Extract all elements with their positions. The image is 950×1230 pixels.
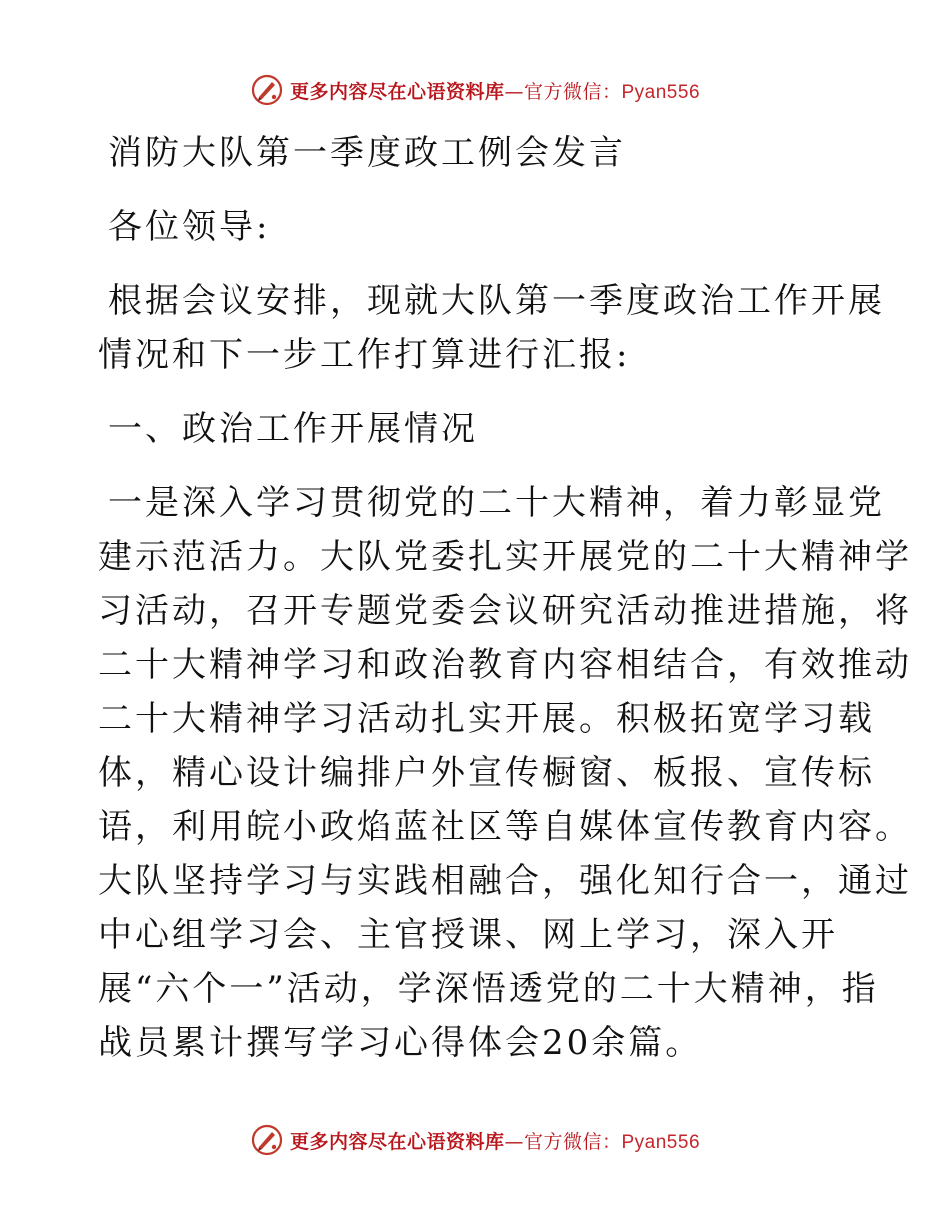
- paragraph-line: 战员累计撰写学习心得体会20余篇。: [98, 1023, 703, 1063]
- paragraph-line: 语，利用皖小政焰蓝社区等自媒体宣传教育内容。: [98, 807, 912, 847]
- paragraph-line: 二十大精神学习活动扎实开展。积极拓宽学习载: [98, 699, 875, 739]
- intro-line: 情况和下一步工作打算进行汇报:: [98, 335, 631, 375]
- paragraph-line: 二十大精神学习和政治教育内容相结合，有效推动: [98, 645, 912, 685]
- header-banner-dash: —: [504, 80, 524, 103]
- paragraph-line: 中心组学习会、主官授课、网上学习，深入开: [98, 915, 838, 955]
- greeting: 各位领导:: [108, 207, 271, 247]
- footer-banner-text: [290, 1127, 700, 1154]
- pen-logo-icon: [250, 1123, 284, 1157]
- header-banner-text: [290, 77, 700, 104]
- paragraph-line: 体，精心设计编排户外宣传橱窗、板报、宣传标: [98, 753, 875, 793]
- document-body: [98, 126, 912, 1070]
- footer-banner-wechat: 官方微信：: [523, 1130, 622, 1153]
- header-banner-main: 更多内容尽在心语资料库: [289, 80, 505, 103]
- pen-logo-icon: [250, 73, 284, 107]
- header-banner-wechat: 官方微信：: [523, 80, 622, 103]
- header-banner: [0, 70, 950, 110]
- footer-banner: [0, 1120, 950, 1160]
- paragraph-line: 大队坚持学习与实践相融合，强化知行合一，通过: [98, 861, 912, 901]
- header-banner-id: Pyan556: [621, 81, 701, 103]
- footer-banner-id: Pyan556: [621, 1131, 701, 1153]
- paragraph-line: 习活动，召开专题党委会议研究活动推进措施，将: [98, 591, 912, 631]
- paragraph-line: 展“六个一”活动，学深悟透党的二十大精神，指: [98, 969, 879, 1009]
- intro-line: 根据会议安排，现就大队第一季度政治工作开展: [108, 281, 885, 321]
- footer-banner-dash: —: [504, 1130, 524, 1153]
- footer-banner-main: 更多内容尽在心语资料库: [289, 1130, 505, 1153]
- paragraph-line: 一是深入学习贯彻党的二十大精神，着力彰显党: [108, 483, 885, 523]
- document-title: 消防大队第一季度政工例会发言: [108, 133, 626, 173]
- paragraph-line: 建示范活力。大队党委扎实开展党的二十大精神学: [98, 537, 912, 577]
- section-heading: 一、政治工作开展情况: [108, 409, 478, 449]
